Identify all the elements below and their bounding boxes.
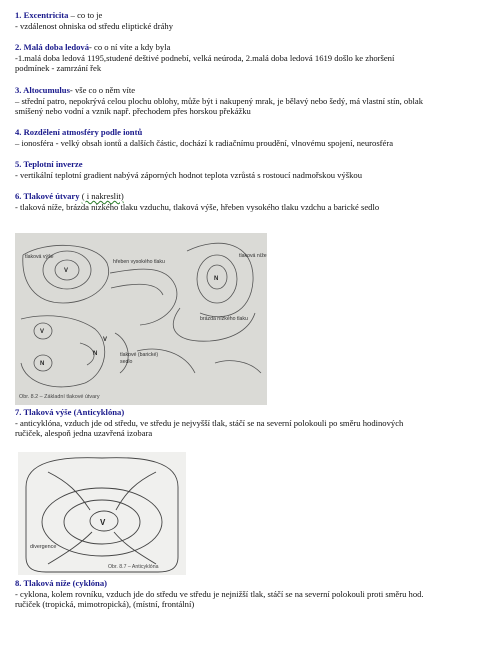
section-5-body: - vertikální teplotní gradient nabývá záporných hodnot teplota vzrůstá s rostoucí nadmořskou výškou <box>15 169 363 180</box>
section-8-title: 8. Tlaková níže (cyklóna) <box>15 578 107 588</box>
section-4-body: – ionosféra - velký obsah iontů a dalších částic, dochází k radiačnímu proudění, vlnovému spojení, neurosféra <box>15 137 394 148</box>
marker-n-2: N <box>40 361 45 367</box>
section-2-body-line2: podmínek - zamrzání řek <box>15 63 102 74</box>
section-6-title: 6. Tlakové útvary <box>15 191 80 201</box>
label-ridge: hřeben vysokého tlaku <box>113 259 165 265</box>
label-saddle-line1: tlakové (barické) <box>120 352 159 358</box>
section-3-title: 3. Altocumulus <box>15 85 70 95</box>
section-5-title: 5. Teplotní inverze <box>15 159 83 169</box>
anticyclone-diagram <box>18 452 186 575</box>
pressure-systems-diagram <box>15 233 267 405</box>
section-6-body: - tlaková níže, brázda nízkého tlaku vzduchu, tlaková výše, hřeben vysokého tlaku vzdchu a barické sedlo <box>15 201 380 212</box>
section-7-body-line1: - anticyklóna, vzduch jde od středu, ve středu je nejvyšší tlak, stáčí se na severní polokouli po směru hodinových <box>15 417 404 428</box>
label-low: tlaková níže <box>239 253 267 259</box>
marker-v-2: V <box>40 329 45 335</box>
section-2-body-line1: -1.malá doba ledová 1195,studené deštivé podnebí, velká neúroda, 2.malá doba ledová 1619 došlo ke zhoršení <box>15 52 395 63</box>
section-3-body-line1: – střední patro, nepokrývá celou plochu oblohy, může být i nakupený mrak, je bělavý nebo šedý, má vlastní stín, oblak <box>15 95 424 106</box>
section-4-title: 4. Rozdělení atmosféry podle iontů <box>15 127 143 137</box>
section-3-tail: vše co o něm víte <box>74 85 136 95</box>
section-8-body-line2: ručiček (tropická, mimotropická), (místní, frontální) <box>15 599 195 610</box>
section-1: 1. Excentricita – co to je - vzdálenost ohniska od středu eliptické dráhy <box>15 10 465 31</box>
section-1-body: - vzdálenost ohniska od středu eliptické dráhy <box>15 20 173 31</box>
section-3-body-line2: smíšený nebo vodní a vznik např. přechodem přes horskou překážku <box>15 106 251 117</box>
section-5 <box>15 159 465 180</box>
section-8 <box>15 578 465 610</box>
label-high: tlaková výše <box>25 254 54 260</box>
section-6 <box>15 191 465 212</box>
figure-anticyclone <box>18 452 186 575</box>
section-7 <box>15 407 465 439</box>
section-2: 2. Malá doba ledová- co o ní víte a kdy byla -1.malá doba ledová 1195,studené deštivé podnebí, velká neúroda, 2.malá doba ledová 1619 došlo ke zhoršení podmínek - zamrzání řek <box>15 42 465 74</box>
section-2-tail: co o ní víte a kdy byla <box>94 42 171 52</box>
figure-2-caption: Obr. 8.7 – Anticyklóna <box>108 564 159 570</box>
section-8-body-line1: - cyklona, kolem rovníku, vzduch jde do středu ve středu je nejnižší tlak, stáčí se na severní polokouli proti směru hod. <box>15 588 424 599</box>
anticyclone-center-v: V <box>100 518 106 527</box>
figure-1-caption: Obr. 8.2 – Základní tlakové útvary <box>19 394 100 400</box>
label-saddle-line2: sedlo <box>120 359 133 365</box>
section-3: 3. Altocumulus- vše co o něm víte – střední patro, nepokrývá celou plochu oblohy, může být i nakupený mrak, je bělavý nebo šedý, má vlastní stín, oblak smíšený nebo vodní a vznik např. přechodem přes horskou překážku <box>15 85 465 117</box>
section-6-tail: ( i nakreslit) <box>81 191 124 201</box>
marker-v-3: V <box>103 337 108 343</box>
marker-v-1: V <box>64 268 69 274</box>
marker-n-1: N <box>214 276 219 282</box>
section-2-title: 2. Malá doba ledová <box>15 42 90 52</box>
section-1-tail: co to je <box>77 10 103 20</box>
figure-pressure-systems <box>15 233 267 405</box>
section-1-title: 1. Excentricita <box>15 10 69 20</box>
section-4 <box>15 127 465 148</box>
label-trough: brázda nízkého tlaku <box>200 316 248 322</box>
label-divergence: divergence <box>30 544 57 550</box>
section-7-title: 7. Tlaková výše (Anticyklóna) <box>15 407 125 417</box>
marker-n-3: N <box>93 351 98 357</box>
section-7-body-line2: ručiček, alespoň jedna uzavřená izobara <box>15 428 153 439</box>
